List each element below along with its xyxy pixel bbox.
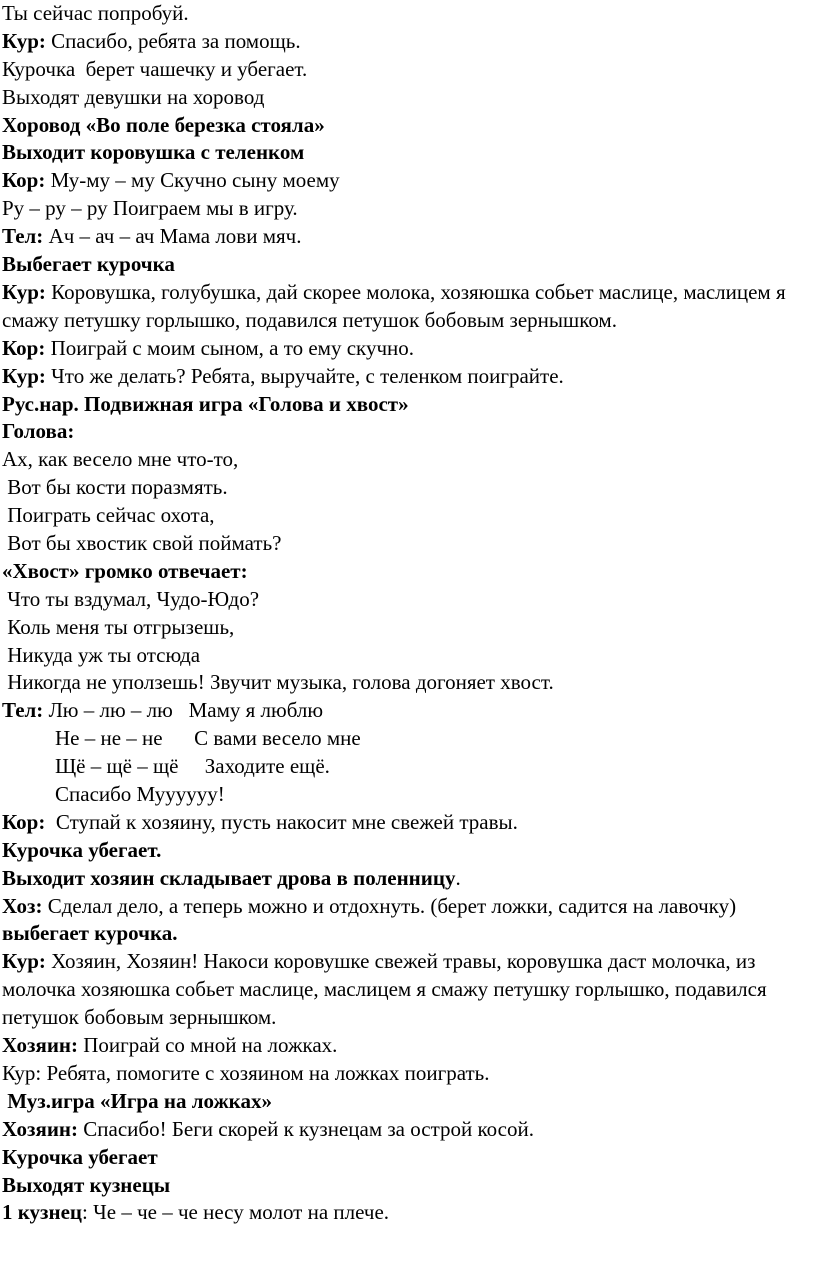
dialogue-paragraph [2, 893, 812, 949]
verse-line: Ах, как весело мне что-то, [2, 447, 239, 472]
speaker-label: Тел: [2, 224, 44, 249]
dialogue-text: Поиграй со мной на ложках. [78, 1033, 338, 1058]
verse-line: Поиграть сейчас охота, [2, 503, 215, 528]
speaker-label: Кур: [2, 28, 46, 53]
section-heading [2, 865, 812, 893]
dialogue-text: Му-му – му Скучно сыну моему [45, 168, 340, 193]
section-heading-text: Выходят кузнецы [2, 1172, 171, 1197]
dialogue-line [2, 167, 812, 195]
verse-line: Никуда уж ты отсюда [2, 642, 201, 667]
section-heading-text: Муз.игра «Игра на ложках» [2, 1088, 272, 1113]
dialogue-line [2, 1032, 812, 1060]
section-heading-text: «Хвост» громко отвечает: [2, 558, 248, 583]
stage-direction-bold: выбегает курочка. [2, 921, 178, 946]
section-heading [2, 1144, 812, 1172]
dialogue-line [2, 223, 812, 251]
verse-line: Щё – щё – щё Заходите ещё. [55, 754, 330, 779]
dialogue-line [2, 1116, 812, 1144]
verse-line: Ру – ру – ру Поиграем мы в игру. [2, 196, 298, 221]
dialogue-text: Лю – лю – лю Маму я люблю [43, 698, 324, 723]
speaker-label: Кор: [2, 809, 46, 834]
dialogue-line [2, 809, 812, 837]
dialogue-paragraph [2, 279, 812, 335]
verse-line: Что ты вздумал, Чудо-Юдо? [2, 586, 260, 611]
section-heading-text: Выходит хозяин складывает дрова в поленницу [2, 865, 456, 890]
speaker-label: 1 кузнец [2, 1200, 83, 1225]
dialogue-text: Спасибо! Беги скорей к кузнецам за острой косой. [78, 1116, 534, 1141]
speaker-label: Тел: [2, 698, 44, 723]
section-heading [2, 1088, 812, 1116]
section-heading [2, 112, 812, 140]
section-heading-text: Голова: [2, 419, 75, 444]
document-page [2, 0, 812, 1227]
dialogue-line [2, 697, 812, 725]
stage-direction: Выходят девушки на хоровод [2, 84, 265, 109]
section-heading [2, 139, 812, 167]
section-heading-text: Курочка убегает [2, 1144, 158, 1169]
dialogue-text: Ач – ач – ач Мама лови мяч. [43, 224, 302, 249]
section-heading-text: Рус.нар. Подвижная игра «Голова и хвост» [2, 391, 409, 416]
speaker-label: Кур: [2, 279, 46, 304]
dialogue-text: Спасибо, ребята за помощь. [45, 28, 301, 53]
section-heading-text: Хоровод «Во поле березка стояла» [2, 112, 325, 137]
speaker-label: Хозяин: [2, 1033, 79, 1058]
section-heading [2, 418, 812, 446]
dialogue-text: : Че – че – че несу молот на плече. [82, 1200, 390, 1225]
dialogue-paragraph [2, 948, 812, 1032]
dialogue-line [2, 1199, 812, 1227]
dialogue-text: Хозяин, Хозяин! Накоси коровушке свежей травы, коровушка даст молочка, из молочка хозяюшка собьет маслице, маслицем я смажу петушку горлышко, подавился петушок бобовым зернышком. [2, 949, 767, 1030]
dialogue-line [2, 28, 812, 56]
text-line: Ты сейчас попробуй. [2, 1, 189, 25]
dialogue-text: Поиграй с моим сыном, а то ему скучно. [45, 335, 414, 360]
verse-line: Коль меня ты отгрызешь, [2, 614, 235, 639]
dialogue-text: Что же делать? Ребята, выручайте, с теленком поиграйте. [45, 363, 564, 388]
section-heading [2, 251, 812, 279]
section-heading [2, 837, 812, 865]
dialogue-text: Коровушка, голубушка, дай скорее молока, хозяюшка собьет маслице, маслицем я смажу петушку горлышко, подавился петушок бобовым зернышком. [2, 279, 786, 332]
speaker-label: Хозяин: [2, 1116, 79, 1141]
speaker-label: Кор: [2, 168, 46, 193]
period: . [455, 865, 461, 890]
verse-line: Вот бы хвостик свой поймать? [2, 530, 282, 555]
stage-direction: Курочка берет чашечку и убегает. [2, 56, 308, 81]
speaker-label: Хоз: [2, 893, 43, 918]
verse-line: Никогда не уползешь! Звучит музыка, голова догоняет хвост. [2, 670, 554, 695]
section-heading [2, 391, 812, 419]
verse-line: Спасибо Муууууу! [55, 781, 225, 806]
section-heading-text: Выбегает курочка [2, 252, 175, 277]
speaker-label: Кур: [2, 949, 46, 974]
dialogue-text: Ступай к хозяину, пусть накосит мне свежей травы. [45, 809, 518, 834]
speaker-label: Кур: [2, 363, 46, 388]
section-heading [2, 558, 812, 586]
verse-line: Вот бы кости поразмять. [2, 475, 228, 500]
section-heading-text: Выходит коровушка с теленком [2, 140, 305, 165]
section-heading-text: Курочка убегает. [2, 837, 162, 862]
speaker-label: Кор: [2, 335, 46, 360]
dialogue-text: Сделал дело, а теперь можно и отдохнуть. (берет ложки, садится на лавочку) [42, 893, 737, 918]
section-heading [2, 1172, 812, 1200]
dialogue-line [2, 335, 812, 363]
verse-line: Не – не – не С вами весело мне [55, 726, 361, 751]
dialogue-line [2, 363, 812, 391]
dialogue-line: Кур: Ребята, помогите с хозяином на ложках поиграть. [2, 1060, 490, 1085]
